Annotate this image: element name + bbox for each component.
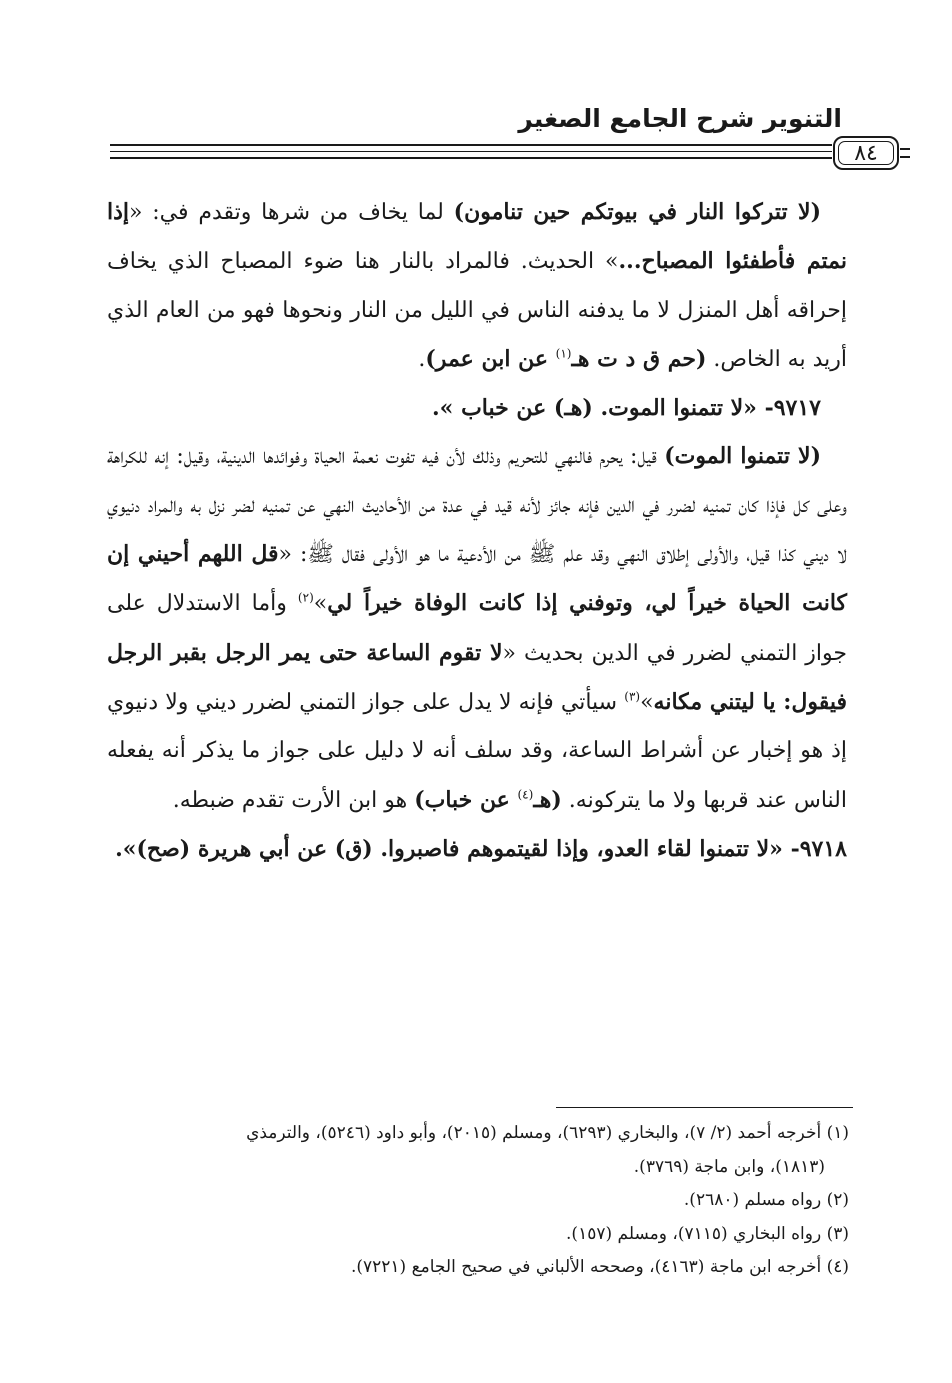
source-reference: عن ابن عمر) — [425, 345, 556, 372]
page-number: ٨٤ — [854, 140, 878, 166]
running-title: التنوير شرح الجامع الصغير — [518, 104, 842, 133]
hadith-text: - «لا تتمنوا لقاء العدو، وإذا لقيتموهم فاصبروا. (ق) عن أبي هريرة (صح)». — [115, 835, 800, 862]
footnote-marker[interactable]: (٢) — [297, 591, 314, 606]
commentary-text: لما يخاف من شرها وتقدم في: « — [129, 200, 454, 225]
footnote-1-continued: (١٨١٣)، وابن ماجة (٣٧٦٩). — [633, 1156, 825, 1177]
footnote-marker[interactable]: (٣) — [624, 689, 641, 704]
hadith-number: ٩٧١٨ — [799, 835, 847, 862]
quoted-hadith-text: (لا تتركوا النار في بيوتكم حين تنامون) — [453, 199, 821, 225]
commentary-text: » الحديث. فالمراد بالنار هنا ضوء المصباح الذي يخاف إحراقه أهل المنزل لا ما يدفنه الناس في الليل من النار ونحوها فهو من العام الذي أريد به الخاص. — [107, 249, 847, 372]
commentary-text: » — [640, 689, 654, 715]
footnote-separator — [556, 1107, 853, 1108]
footnote-4: (٤) أخرجه ابن ماجة (٤١٦٣)، وصححه الألباني في صحيح الجامع (٧٢٢١). — [350, 1257, 849, 1277]
commentary-paragraph — [107, 188, 847, 384]
ornament-dash — [900, 156, 910, 158]
hadith-9717 — [107, 384, 847, 432]
commentary-text: . — [418, 346, 426, 372]
quoted-hadith-text: لا تقوم الساعة حتى يمر الرجل بقبر الرجل فيقول: يا ليتني مكانه — [107, 639, 847, 715]
footnote-3: (٣) رواه البخاري (٧١١٥)، ومسلم (١٥٧). — [566, 1223, 849, 1244]
footnotes — [104, 1117, 849, 1285]
footnote-marker[interactable]: (١) — [555, 346, 572, 361]
quoted-hadith-text: إذا نمتم فأطفئوا المصباح... — [107, 199, 847, 275]
footnote-marker[interactable]: (٤) — [517, 787, 534, 802]
commentary-text: وأما الاستدلال على جواز التمني لضرر في الدين بحديث « — [107, 591, 848, 666]
source-reference: عن خباب) — [414, 786, 518, 813]
main-text — [107, 188, 847, 873]
source-reference: (هـ — [533, 786, 562, 813]
quoted-hadith-text: قل اللهم أحيني إن كانت الحياة خيراً لي، وتوفني إذا كانت الوفاة خيراً لي — [107, 541, 847, 617]
commentary-text: سيأتي فإنه لا يدل على جواز التمني لضرر ديني ولا دنيوي إذ هو إخبار عن أشراط الساعة، وقد سلف أنه لا دليل على جواز ما يذكر أنه يفعله الناس عند قربها ولا ما يتركونه. — [107, 689, 847, 813]
header-rule — [110, 144, 832, 146]
source-reference: (حم ق د ت هـ — [571, 345, 707, 372]
header-rule — [110, 157, 832, 159]
header-rule — [110, 151, 832, 152]
hadith-number: ٩٧١٧ — [773, 395, 821, 422]
commentary-text: » — [313, 591, 328, 617]
hadith-text: - «لا تتمنوا الموت. (هـ) عن خباب ». — [432, 395, 774, 422]
ornament-dash — [900, 148, 910, 150]
page-number-box — [833, 136, 899, 170]
footnote-1: (١) أخرجه أحمد (٢/ ٧)، والبخاري (٦٢٩٣)، ومسلم (٢٠١٥)، وأبو داود (٥٢٤٦)، والترمذي — [246, 1123, 849, 1143]
commentary-text: هو ابن الأرت تقدم ضبطه. — [172, 787, 415, 813]
quoted-hadith-text: (لا تتمنوا الموت) — [664, 443, 821, 470]
commentary-text: قيل: يحرم فالنهي للتحريم وذلك لأن فيه تفوت نعمة الحياة وفوائدها الدينية، وقيل: إنه للكراهة وعلى كل فإذا كان تمنيه لضرر في الدين فإنه جائز لأنه قيد في عدة من الأحاديث النهي عن تمنيه لضر نزل به والمراد دنيوي لا ديني كذا قيل، والأولى إطلاق النهي وقد علم ﷺ من الأدعية ما هو الأولى فقال ﷺ: « — [107, 444, 847, 568]
hadith-9718 — [107, 825, 847, 873]
commentary-paragraph — [107, 432, 847, 824]
footnote-2: (٢) رواه مسلم (٢٦٨٠). — [683, 1190, 849, 1210]
